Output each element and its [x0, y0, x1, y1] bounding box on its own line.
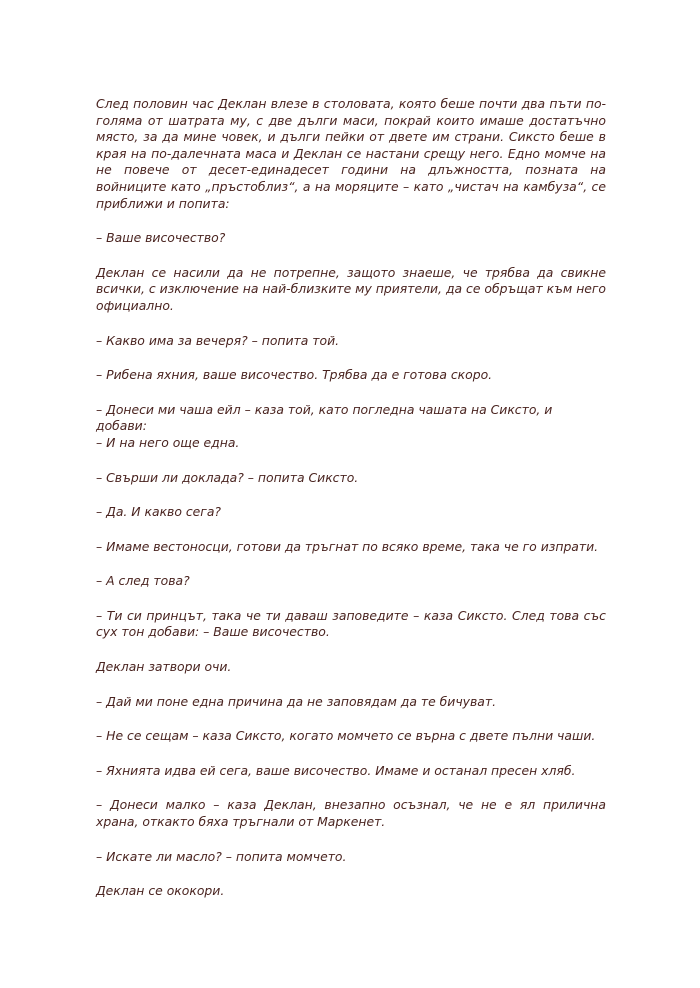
paragraph: – Не се сещам – каза Сиксто, когато момчето се върна с двете пълни чаши.	[96, 728, 596, 744]
paragraph: След половин час Деклан влезе в столовата, която беше почти два пъти по-голяма от шатрата му, с две дълги маси, покрай които имаше достатъчно място, за да мине човек, и дълги пейки от двете им страни. Сиксто беше в края на по-далечната маса и Деклан се настани срещу него. Едно момче на не повече от десет-единадесет години на длъжността, позната на войниците като „пръстоблиз“, а на моряците – като „чистач на камбуза“, се приближи и попита:	[96, 96, 606, 211]
paragraph: – А след това?	[96, 573, 190, 589]
paragraph: – Яхнията идва ей сега, ваше височество. Имаме и останал пресен хляб.	[96, 762, 576, 778]
paragraph: – Донеси ми чаша ейл – каза той, като погледна чашата на Сиксто, и добави: – И на него още една.	[96, 401, 553, 450]
paragraph: Деклан затвори очи.	[96, 659, 232, 675]
paragraph: – Ваше височество?	[96, 230, 226, 246]
paragraph: – Ти си принцът, така че ти даваш заповедите – каза Сиксто. След това със сух тон добави: – Ваше височество.	[96, 607, 606, 640]
paragraph: Деклан се ококори.	[96, 883, 225, 899]
paragraph: – Свърши ли доклада? – попита Сиксто.	[96, 469, 359, 485]
paragraph: – Искате ли масло? – попита момчето.	[96, 848, 347, 864]
paragraph: Деклан се насили да не потрепне, защото знаеше, че трябва да свикне всички, с изключение на най-близките му приятели, да се обръщат към него официално.	[96, 264, 607, 313]
paragraph: – Донеси малко – каза Деклан, внезапно осъзнал, че не е ял прилична храна, откакто бяха тръгнали от Маркенет.	[96, 797, 606, 830]
paragraph: – Дай ми поне една причина да не заповядам да те бичуват.	[96, 693, 497, 709]
paragraph: – Рибена яхния, ваше височество. Трябва да е готова скоро.	[96, 367, 493, 383]
paragraph: – Имаме вестоносци, готови да тръгнат по всяко време, така че го изпрати.	[96, 538, 599, 554]
paragraph: – Да. И какво сега?	[96, 504, 221, 520]
paragraph: – Какво има за вечеря? – попита той.	[96, 332, 340, 348]
body-text	[96, 96, 606, 918]
